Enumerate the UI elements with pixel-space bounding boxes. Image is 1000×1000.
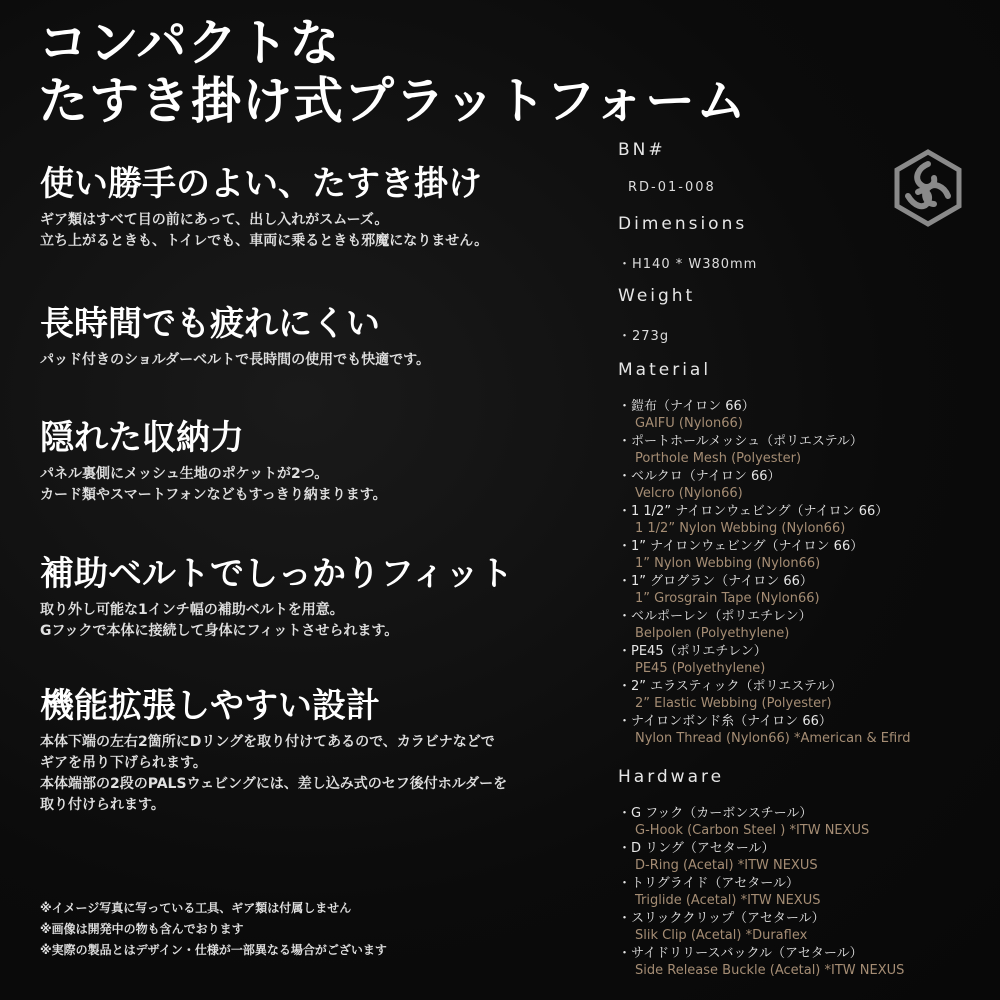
dimensions-value: ・H140 * W380mm [618, 257, 758, 272]
item-jp: ・1” グログラン（ナイロン 66） [618, 574, 813, 589]
feature-heading: 機能拡張しやすい設計 [40, 686, 380, 726]
item-jp: ・G フック（カーボンスチール） [618, 806, 813, 821]
item-en: Triglide (Acetal) *ITW NEXUS [635, 893, 821, 908]
feature-heading: 使い勝手のよい、たすき掛け [40, 164, 482, 204]
item-jp: ・1 1/2” ナイロンウェビング（ナイロン 66） [618, 504, 889, 519]
item-en: Nylon Thread (Nylon66) *American & Efird [635, 731, 911, 746]
item-en: D-Ring (Acetal) *ITW NEXUS [635, 858, 818, 873]
feature-line: パッド付きのショルダーベルトで長時間の使用でも快適です。 [40, 352, 431, 368]
item-jp: ・スリッククリップ（アセタール） [618, 911, 825, 926]
feature-text [40, 732, 600, 816]
list-item [618, 840, 988, 875]
item-en: Slik Clip (Acetal) *Duraflex [635, 928, 808, 943]
list-item [618, 538, 988, 573]
material-list [618, 398, 988, 748]
list-item [618, 678, 988, 713]
item-en: G-Hook (Carbon Steel ) *ITW NEXUS [635, 823, 870, 838]
feature-heading: 補助ベルトでしっかりフィット [40, 554, 514, 594]
feature-fit [40, 552, 600, 642]
item-jp: ・1” ナイロンウェビング（ナイロン 66） [618, 539, 864, 554]
list-item [618, 573, 988, 608]
list-item [618, 468, 988, 503]
hardware-list [618, 805, 988, 980]
item-en: Porthole Mesh (Polyester) [635, 451, 802, 466]
feature-crossbody [40, 162, 600, 252]
list-item [618, 875, 988, 910]
feature-line: ギア類はすべて目の前にあって、出し入れがスムーズ。 [40, 212, 389, 228]
item-jp: ・ベルポーレン（ポリエチレン） [618, 609, 812, 624]
item-jp: ・PE45（ポリエチレン） [618, 644, 767, 659]
item-en: GAIFU (Nylon66) [635, 416, 743, 431]
item-en: 1” Grosgrain Tape (Nylon66) [635, 591, 820, 606]
item-jp: ・2” エラスティック（ポリエステル） [618, 679, 843, 694]
feature-heading: 長時間でも疲れにくい [40, 304, 380, 344]
feature-line: 取り外し可能な1インチ幅の補助ベルトを用意。 [40, 602, 344, 618]
page-title [38, 14, 747, 130]
list-item [618, 643, 988, 678]
weight-value: ・273g [618, 329, 670, 344]
disclaimer-notes [40, 898, 387, 961]
item-en: 2” Elastic Webbing (Polyester) [635, 696, 832, 711]
feature-text [40, 464, 600, 506]
item-en: 1 1/2” Nylon Webbing (Nylon66) [635, 521, 846, 536]
note: ※イメージ写真に写っている工具、ギア類は付属しません [40, 901, 352, 915]
feature-line: 本体端部の2段のPALSウェビングには、差し込み式のセフ後付ホルダーを [40, 776, 508, 792]
list-item [618, 433, 988, 468]
list-item [618, 503, 988, 538]
item-jp: ・ナイロンボンド糸（ナイロン 66） [618, 714, 832, 729]
feature-line: Gフックで本体に接続して身体にフィットさせられます。 [40, 623, 399, 639]
feature-text [40, 210, 600, 252]
hardware-label: Hardware [618, 767, 725, 787]
item-jp: ・サイドリリースバックル（アセタール） [618, 946, 863, 961]
list-item [618, 945, 988, 980]
feature-text [40, 350, 600, 371]
list-item [618, 910, 988, 945]
item-en: Belpolen (Polyethylene) [635, 626, 790, 641]
item-en: PE45 (Polyethylene) [635, 661, 766, 676]
feature-expandability [40, 684, 600, 816]
feature-line: カード類やスマートフォンなどもすっきり納まります。 [40, 487, 387, 503]
bn-value: RD-01-008 [628, 180, 716, 195]
feature-line: 取り付けられます。 [40, 797, 165, 813]
list-item [618, 398, 988, 433]
feature-heading: 隠れた収納力 [40, 418, 244, 458]
note: ※画像は開発中の物も含んでおります [40, 922, 244, 936]
item-jp: ・ベルクロ（ナイロン 66） [618, 469, 781, 484]
title-line-2: たすき掛け式プラットフォーム [38, 72, 747, 130]
feature-line: 本体下端の左右2箇所にDリングを取り付けてあるので、カラビナなどで [40, 734, 495, 750]
feature-comfort [40, 302, 600, 371]
item-en: 1” Nylon Webbing (Nylon66) [635, 556, 821, 571]
item-en: Velcro (Nylon66) [635, 486, 743, 501]
item-en: Side Release Buckle (Acetal) *ITW NEXUS [635, 963, 905, 978]
feature-text [40, 600, 600, 642]
feature-line: 立ち上がるときも、トイレでも、車両に乗るときも邪魔になりません。 [40, 233, 489, 249]
feature-line: ギアを吊り下げられます。 [40, 755, 207, 771]
weight-label: Weight [618, 286, 696, 306]
bn-label: BN# [618, 140, 666, 160]
feature-line: パネル裏側にメッシュ生地のポケットが2つ。 [40, 466, 329, 482]
item-jp: ・トリグライド（アセタール） [618, 876, 799, 891]
item-jp: ・ポートホールメッシュ（ポリエステル） [618, 434, 863, 449]
list-item [618, 713, 988, 748]
material-label: Material [618, 360, 712, 380]
hexagon-tomoe-logo-icon [888, 148, 968, 228]
item-jp: ・D リング（アセタール） [618, 841, 775, 856]
list-item [618, 805, 988, 840]
item-jp: ・鎧布（ナイロン 66） [618, 399, 755, 414]
title-line-1: コンパクトな [38, 14, 341, 72]
list-item [618, 608, 988, 643]
note: ※実際の製品とはデザイン・仕様が一部異なる場合がございます [40, 943, 387, 957]
dimensions-label: Dimensions [618, 214, 748, 234]
feature-storage [40, 416, 600, 506]
